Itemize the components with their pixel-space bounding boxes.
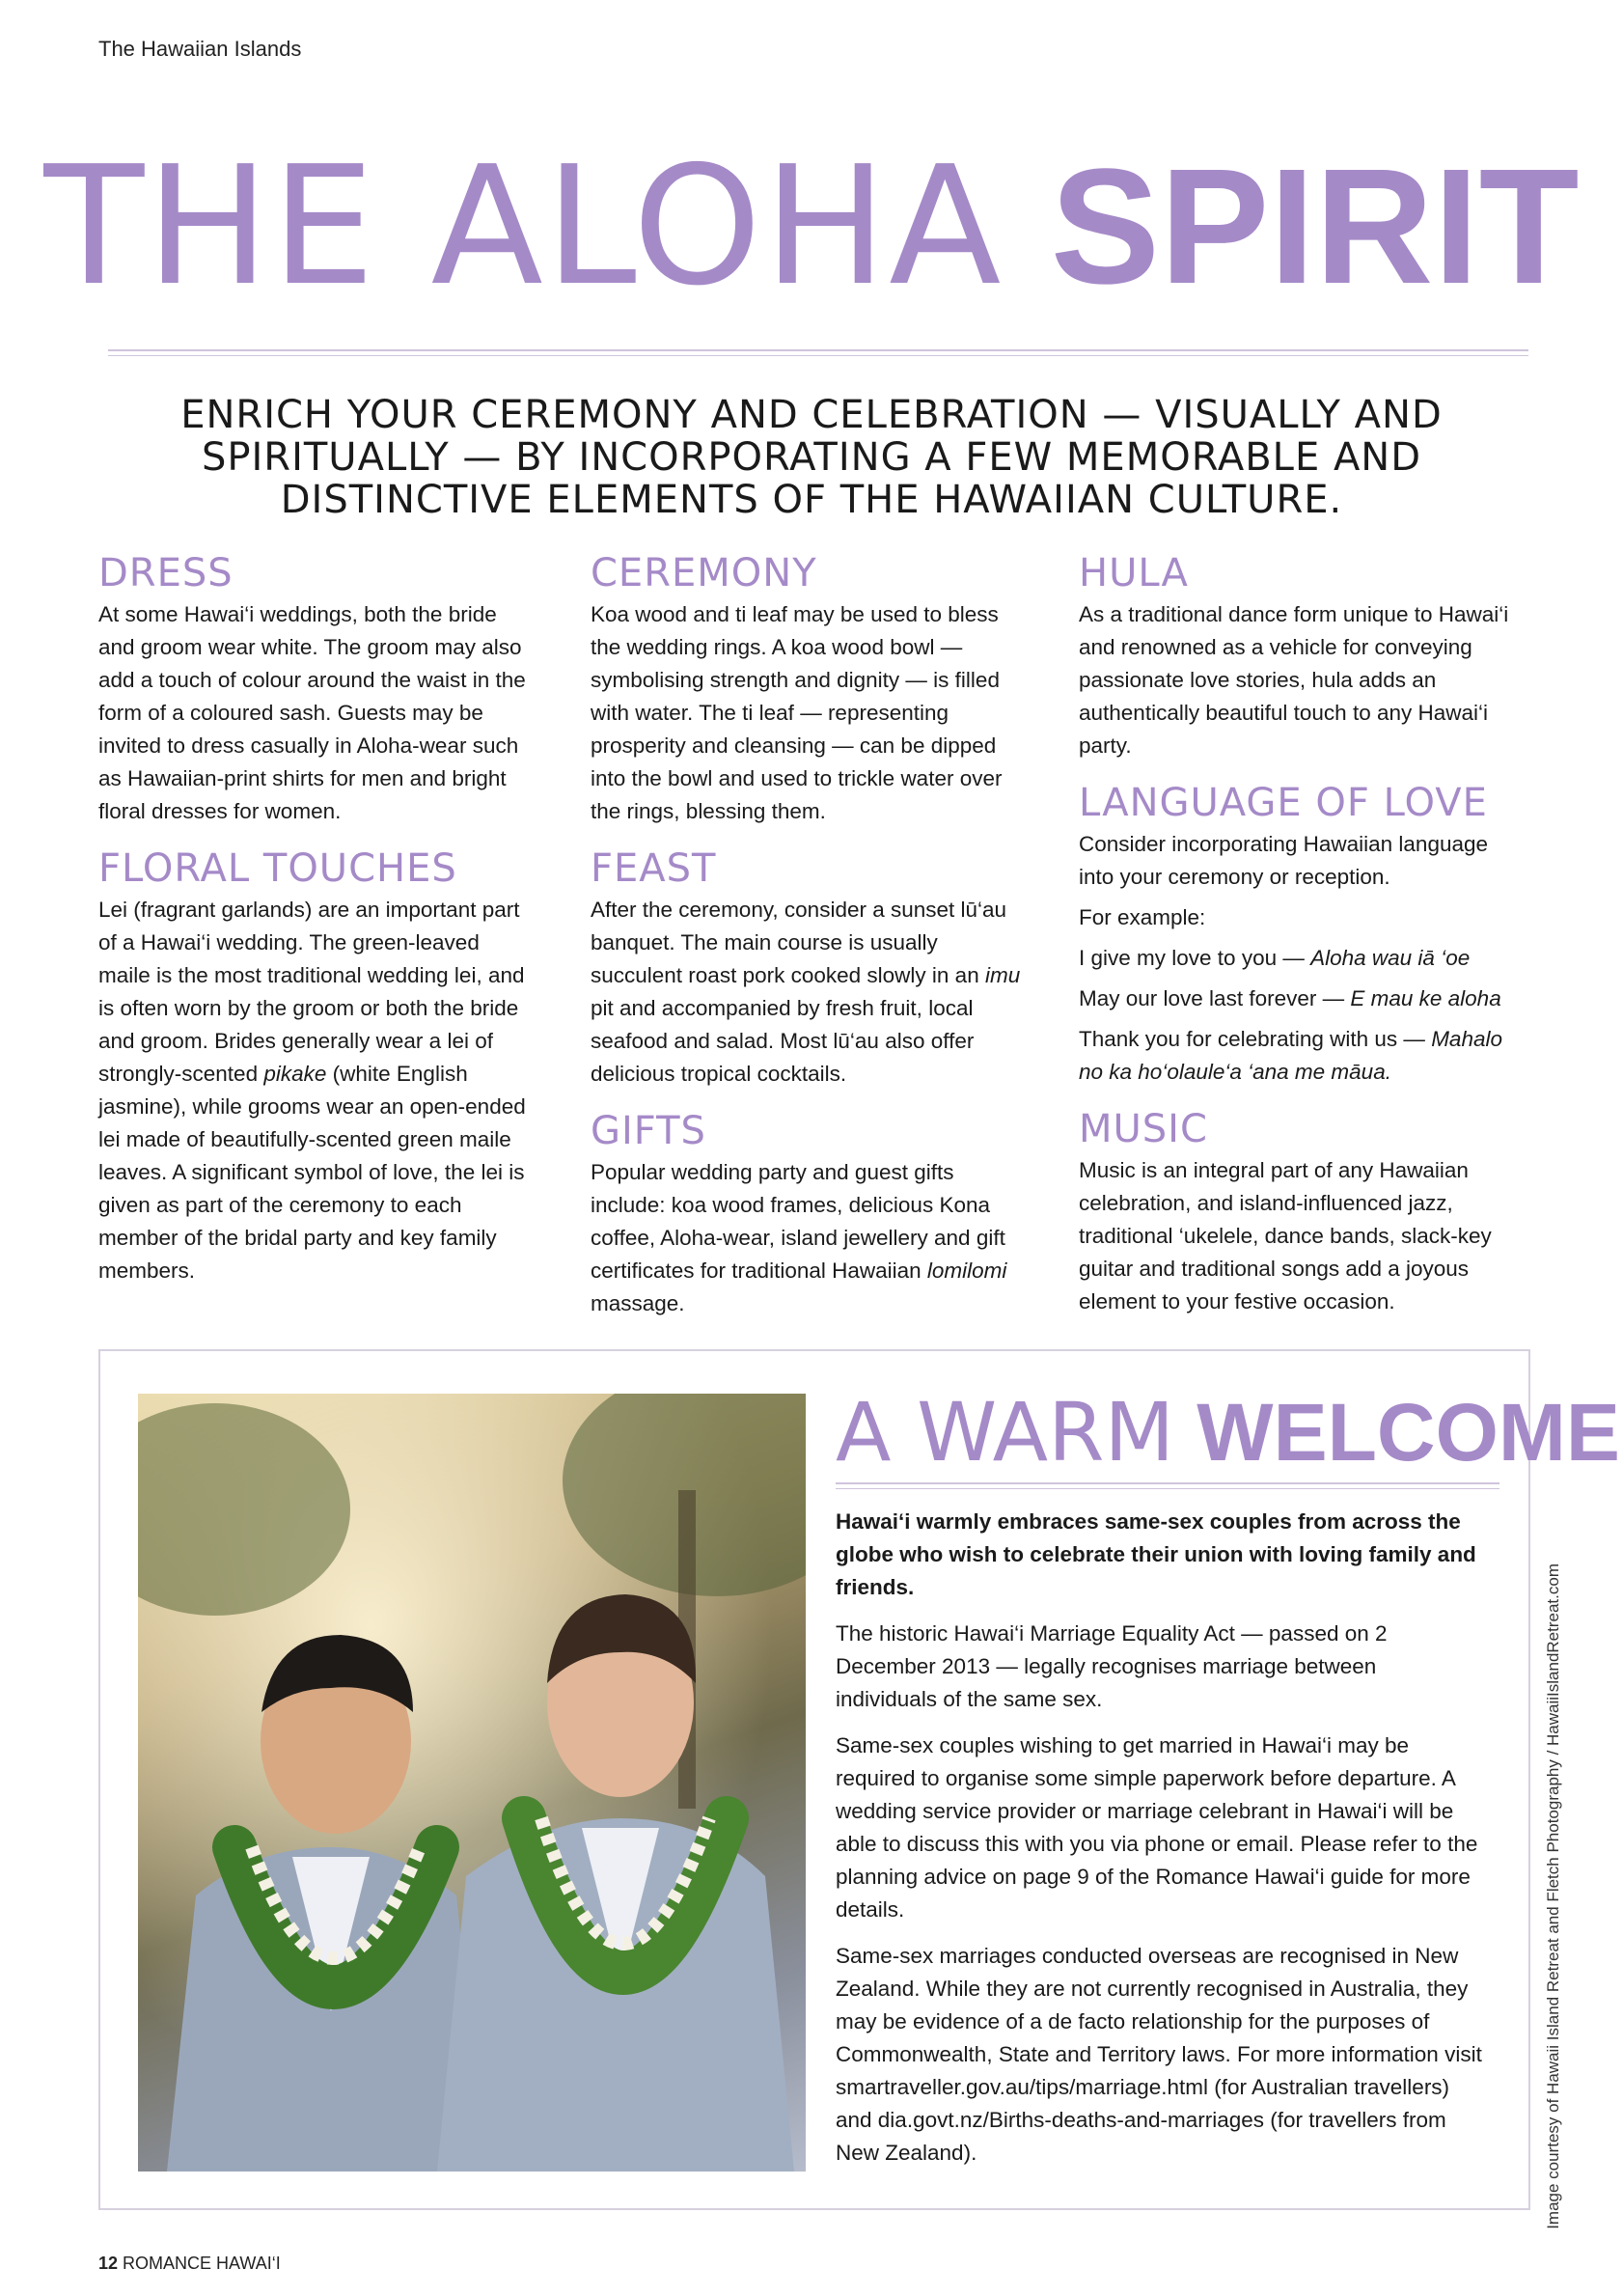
section-heading: DRESS bbox=[98, 551, 234, 595]
welcome-rule bbox=[836, 1482, 1499, 1484]
welcome-title-light: A WARM bbox=[836, 1385, 1174, 1480]
title-light: THE ALOHA bbox=[43, 131, 1004, 322]
section-text: Music is an integral part of any Hawaiian celebration, and island-influenced jazz, traditional ‘ukelele, dance bands, slack-key guitar and traditional songs add a joyous element to your festive occasion. bbox=[1079, 1158, 1492, 1314]
phrase-item: Thank you for celebrating with us — Mahalo no ka ho‘olaule‘a ‘ana me māua. bbox=[1079, 1027, 1502, 1084]
section-floral-touches bbox=[98, 847, 533, 1287]
folio bbox=[98, 2254, 281, 2274]
section-heading: MUSIC bbox=[1079, 1107, 1208, 1151]
welcome-body bbox=[836, 1506, 1482, 2183]
title-bold: SPIRIT bbox=[1050, 135, 1580, 318]
section-text: Lei (fragrant garlands) are an important part of a Hawai‘i wedding. The green-leaved maile is the most traditional wedding lei, and is often worn by the groom or both the bride and groom. Brides generally wear a lei of strongly-scented pikake (white English jasmine), while grooms wear an open-ended lei made of beautifully-scented green maile leaves. A significant symbol of love, the lei is given as part of the ceremony to each member of the bridal party and key family members. bbox=[98, 898, 526, 1283]
section-ceremony bbox=[591, 552, 1025, 828]
running-head: The Hawaiian Islands bbox=[98, 37, 302, 61]
section-dress bbox=[98, 552, 533, 828]
couple-photo bbox=[138, 1394, 806, 2172]
example-label: For example: bbox=[1079, 905, 1206, 929]
phrase-item: I give my love to you — Aloha wau iā ‘oe bbox=[1079, 946, 1471, 970]
welcome-paragraph: The historic Hawai‘i Marriage Equality Act — passed on 2 December 2013 — legally recognises marriage between individuals of the same sex. bbox=[836, 1621, 1388, 1711]
section-heading: FLORAL TOUCHES bbox=[98, 846, 457, 891]
section-language-of-love bbox=[1079, 782, 1513, 1089]
phrase-item: May our love last forever — E mau ke aloha bbox=[1079, 986, 1501, 1010]
welcome-rule-thin bbox=[836, 1488, 1499, 1489]
page-number: 12 bbox=[98, 2254, 119, 2273]
title-rule bbox=[108, 349, 1528, 351]
column-middle bbox=[591, 552, 1025, 1340]
title-rule-thin bbox=[108, 355, 1528, 356]
section-heading: HULA bbox=[1079, 551, 1189, 595]
section-text: At some Hawai‘i weddings, both the bride and groom wear white. The groom may also add a touch of colour around the waist in the form of a coloured sash. Guests may be invited to dress casually in Aloha-wear such as Hawaiian-print shirts for men and bright floral dresses for women. bbox=[98, 602, 526, 823]
publication-name: ROMANCE HAWAI‘I bbox=[123, 2254, 281, 2273]
section-text: Consider incorporating Hawaiian language into your ceremony or reception. bbox=[1079, 832, 1489, 889]
section-music bbox=[1079, 1108, 1513, 1318]
section-text: As a traditional dance form unique to Hawai‘i and renowned as a vehicle for conveying passionate love stories, hula adds an authentically beautiful touch to any Hawai‘i party. bbox=[1079, 602, 1509, 758]
section-hula bbox=[1079, 552, 1513, 762]
welcome-paragraph: Same-sex marriages conducted overseas are recognised in New Zealand. While they are not currently recognised in Australia, they may be evidence of a de facto relationship for the purposes of Commonwealth, State and Territory laws. For more information visit smartraveller.gov.au/tips/marriage.html (for Australian travellers) and dia.govt.nz/Births-deaths-and-marriages (for travellers from New Zealand). bbox=[836, 1944, 1482, 2165]
couple-photo-illustration bbox=[138, 1394, 806, 2172]
column-right bbox=[1079, 552, 1513, 1338]
section-heading: CEREMONY bbox=[591, 551, 817, 595]
section-gifts bbox=[591, 1110, 1025, 1320]
page-title bbox=[0, 131, 1623, 322]
intro-deck: ENRICH YOUR CEREMONY AND CELEBRATION — VISUALLY AND SPIRITUALLY — BY INCORPORATING A FEW MEMORABLE AND DISTINCTIVE ELEMENTS OF THE HAWAIIAN CULTURE. bbox=[180, 393, 1443, 522]
section-text: Koa wood and ti leaf may be used to bless the wedding rings. A koa wood bowl — symbolising strength and dignity — is filled with water. The ti leaf — representing prosperity and cleansing — can be dipped into the bowl and used to trickle water over the rings, blessing them. bbox=[591, 602, 1003, 823]
section-heading: GIFTS bbox=[591, 1109, 706, 1153]
section-text: Popular wedding party and guest gifts include: koa wood frames, delicious Kona coffee, Aloha-wear, island jewellery and gift certificates for traditional Hawaiian lomilomi massage. bbox=[591, 1160, 1007, 1315]
photo-credit: Image courtesy of Hawaii Island Retreat and Fletch Photography / HawaiiIslandRetreat.com bbox=[1544, 1563, 1562, 2229]
welcome-lead: Hawai‘i warmly embraces same-sex couples from across the globe who wish to celebrate their union with loving family and friends. bbox=[836, 1509, 1476, 1599]
welcome-title bbox=[836, 1385, 1620, 1480]
welcome-title-bold: WELCOME bbox=[1197, 1387, 1620, 1478]
section-heading: LANGUAGE OF LOVE bbox=[1079, 781, 1488, 825]
section-text: After the ceremony, consider a sunset lū‘au banquet. The main course is usually succulent roast pork cooked slowly in an imu pit and accompanied by fresh fruit, local seafood and salad. Most lū‘au also offer delicious tropical cocktails. bbox=[591, 898, 1021, 1086]
section-feast bbox=[591, 847, 1025, 1091]
section-heading: FEAST bbox=[591, 846, 717, 891]
column-left bbox=[98, 552, 533, 1307]
welcome-paragraph: Same-sex couples wishing to get married in Hawai‘i may be required to organise some simple paperwork before departure. A wedding service provider or marriage celebrant in Hawai‘i will be able to discuss this with you via phone or email. Please refer to the planning advice on page 9 of the Romance Hawai‘i guide for more details. bbox=[836, 1733, 1478, 1922]
